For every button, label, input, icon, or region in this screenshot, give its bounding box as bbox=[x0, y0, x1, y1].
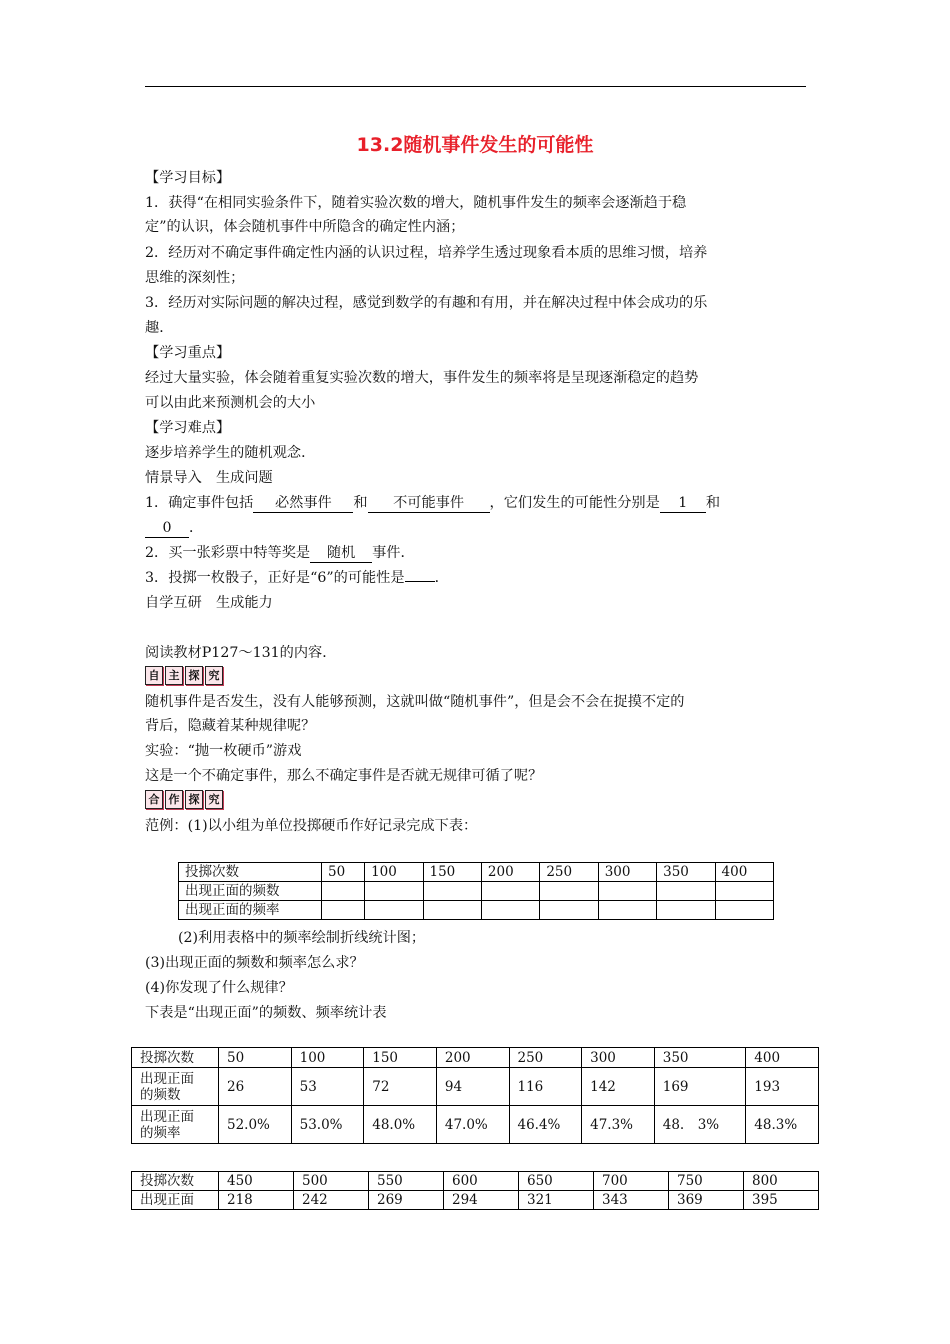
count-cell: 550 bbox=[369, 1172, 444, 1191]
count-cell: 100 bbox=[291, 1048, 364, 1068]
empty-cell[interactable] bbox=[481, 882, 539, 901]
empty-cell[interactable] bbox=[657, 901, 715, 920]
count-cell: 650 bbox=[519, 1172, 594, 1191]
header-rule bbox=[145, 86, 806, 87]
record-table bbox=[178, 862, 774, 920]
q1-blank-2: 不可能事件 bbox=[368, 495, 490, 513]
row-label: 投掷次数 bbox=[132, 1048, 219, 1068]
count-cell: 400 bbox=[746, 1048, 819, 1068]
freq-cell: 193 bbox=[746, 1068, 819, 1106]
empty-cell[interactable] bbox=[322, 901, 365, 920]
empty-cell[interactable] bbox=[598, 882, 656, 901]
empty-cell[interactable] bbox=[365, 882, 423, 901]
count-cell: 150 bbox=[364, 1048, 437, 1068]
q1-blank-1: 必然事件 bbox=[253, 495, 353, 513]
para-1b: 背后，隐藏着某种规律呢？ bbox=[145, 718, 316, 734]
q1-prefix: 1．确定事件包括 bbox=[145, 495, 254, 511]
stamp-char: 合 bbox=[145, 790, 163, 809]
q1-and-2: 和 bbox=[705, 495, 721, 511]
empty-cell[interactable] bbox=[540, 882, 598, 901]
question-1-cont bbox=[145, 518, 203, 538]
freq-cell: 242 bbox=[294, 1191, 369, 1210]
goal-2b: 思维的深刻性； bbox=[145, 270, 245, 286]
count-cell: 300 bbox=[598, 863, 656, 882]
rate-cell: 53.0% bbox=[291, 1106, 364, 1144]
freq-cell: 369 bbox=[669, 1191, 744, 1210]
frequency-table bbox=[131, 1047, 819, 1144]
stamp-char: 探 bbox=[185, 666, 203, 685]
row-label: 投掷次数 bbox=[132, 1172, 219, 1191]
empty-cell[interactable] bbox=[481, 901, 539, 920]
freq-cell: 94 bbox=[436, 1068, 509, 1106]
count-cell: 450 bbox=[219, 1172, 294, 1191]
row-label-line: 出现正面 bbox=[140, 1070, 194, 1087]
intro-heading: 情景导入 生成问题 bbox=[145, 470, 273, 486]
q2-end: 事件． bbox=[372, 545, 415, 561]
stamp-char: 自 bbox=[145, 666, 163, 685]
row-label-line: 的频率 bbox=[140, 1124, 181, 1141]
key-heading: 【学习重点】 bbox=[145, 345, 231, 361]
count-cell: 50 bbox=[219, 1048, 292, 1068]
count-cell: 350 bbox=[654, 1048, 746, 1068]
q1-end: ． bbox=[189, 520, 204, 536]
empty-cell[interactable] bbox=[598, 901, 656, 920]
goal-2a: 2．经历对不确定事件确定性内涵的认识过程，培养学生透过现象看本质的思维习惯，培养 bbox=[145, 245, 708, 261]
freq-cell: 269 bbox=[369, 1191, 444, 1210]
table-row bbox=[132, 1106, 819, 1144]
q2-prefix: 2．买一张彩票中特等奖是 bbox=[145, 545, 311, 561]
count-cell: 200 bbox=[481, 863, 539, 882]
count-cell: 750 bbox=[669, 1172, 744, 1191]
empty-cell[interactable] bbox=[365, 901, 423, 920]
freq-cell: 343 bbox=[594, 1191, 669, 1210]
stamp-char: 究 bbox=[205, 666, 223, 685]
freq-cell: 53 bbox=[291, 1068, 364, 1106]
self-explore-stamp bbox=[145, 666, 223, 686]
coop-explore-stamp bbox=[145, 790, 223, 810]
count-cell: 300 bbox=[582, 1048, 655, 1068]
q2-blank: 随机 bbox=[310, 545, 372, 563]
freq-cell: 26 bbox=[219, 1068, 292, 1106]
question-2 bbox=[145, 543, 415, 563]
row-label-line: 的频数 bbox=[140, 1086, 181, 1103]
empty-cell[interactable] bbox=[540, 901, 598, 920]
rate-cell: 47.0% bbox=[436, 1106, 509, 1144]
page-title: 13.2随机事件发生的可能性 bbox=[356, 134, 594, 156]
diff-a: 逐步培养学生的随机观念． bbox=[145, 445, 316, 461]
table-row bbox=[132, 1172, 819, 1191]
count-cell: 250 bbox=[540, 863, 598, 882]
table-row bbox=[179, 882, 774, 901]
q3-text: 3．投掷一枚骰子，正好是“6”的可能性是 bbox=[145, 570, 405, 586]
example-3: (3)出现正面的频数和频率怎么求？ bbox=[145, 955, 364, 971]
count-cell: 100 bbox=[365, 863, 423, 882]
question-3 bbox=[145, 568, 449, 588]
row-label: 投掷次数 bbox=[179, 863, 322, 882]
row-label bbox=[132, 1106, 219, 1144]
para-1a: 随机事件是否发生，没有人能够预测，这就叫做“随机事件”，但是会不会在捉摸不定的 bbox=[145, 694, 685, 710]
rate-cell: 48.3% bbox=[746, 1106, 819, 1144]
read-text: 阅读教材P127～131的内容． bbox=[145, 645, 337, 661]
row-label: 出现正面的频数 bbox=[179, 882, 322, 901]
stamp-char: 主 bbox=[165, 666, 183, 685]
goal-heading: 【学习目标】 bbox=[145, 170, 231, 186]
count-cell: 50 bbox=[322, 863, 365, 882]
para-3: 这是一个不确定事件，那么不确定事件是否就无规律可循了呢？ bbox=[145, 768, 543, 784]
diff-heading: 【学习难点】 bbox=[145, 420, 231, 436]
q1-mid: ，它们发生的可能性分别是 bbox=[489, 495, 660, 511]
self-heading: 自学互研 生成能力 bbox=[145, 595, 273, 611]
stamp-char: 究 bbox=[205, 790, 223, 809]
q1-blank-3: 1 bbox=[660, 495, 706, 513]
freq-cell: 72 bbox=[364, 1068, 437, 1106]
table-row bbox=[132, 1048, 819, 1068]
empty-cell[interactable] bbox=[423, 882, 481, 901]
count-cell: 500 bbox=[294, 1172, 369, 1191]
q1-blank-4: 0 bbox=[145, 520, 189, 538]
empty-cell[interactable] bbox=[657, 882, 715, 901]
count-cell: 150 bbox=[423, 863, 481, 882]
rate-cell: 48. 3% bbox=[654, 1106, 746, 1144]
key-a: 经过大量实验，体会随着重复实验次数的增大，事件发生的频率将是呈现逐渐稳定的趋势 bbox=[145, 370, 699, 386]
rate-cell: 47.3% bbox=[582, 1106, 655, 1144]
row-label: 出现正面的频率 bbox=[179, 901, 322, 920]
empty-cell[interactable] bbox=[423, 901, 481, 920]
freq-cell: 169 bbox=[654, 1068, 746, 1106]
table-row bbox=[132, 1191, 819, 1210]
goal-1b: 定”的认识，体会随机事件中所隐含的确定性内涵； bbox=[145, 219, 465, 235]
freq-cell: 294 bbox=[444, 1191, 519, 1210]
count-cell: 700 bbox=[594, 1172, 669, 1191]
example-1: 范例：(1)以小组为单位投掷硬币作好记录完成下表： bbox=[145, 818, 478, 834]
example-5: 下表是“出现正面”的频数、频率统计表 bbox=[145, 1005, 387, 1021]
freq-cell: 321 bbox=[519, 1191, 594, 1210]
count-cell: 600 bbox=[444, 1172, 519, 1191]
count-cell: 250 bbox=[509, 1048, 582, 1068]
goal-3b: 趣． bbox=[145, 320, 174, 336]
table-row bbox=[179, 863, 774, 882]
goal-3a: 3．经历对实际问题的解决过程，感觉到数学的有趣和有用，并在解决过程中体会成功的乐 bbox=[145, 295, 708, 311]
freq-cell: 142 bbox=[582, 1068, 655, 1106]
table-row bbox=[132, 1068, 819, 1106]
count-cell: 350 bbox=[657, 863, 715, 882]
rate-cell: 52.0% bbox=[219, 1106, 292, 1144]
row-label bbox=[132, 1068, 219, 1106]
q3-blank bbox=[405, 581, 435, 582]
row-label-line: 出现正面 bbox=[140, 1108, 194, 1125]
rate-cell: 46.4% bbox=[509, 1106, 582, 1144]
example-2: (2)利用表格中的频率绘制折线统计图； bbox=[178, 930, 426, 946]
para-2: 实验：“抛一枚硬币”游戏 bbox=[145, 743, 302, 759]
row-label: 出现正面 bbox=[132, 1191, 219, 1210]
q3-end: ． bbox=[434, 570, 449, 586]
question-1 bbox=[145, 493, 720, 513]
empty-cell[interactable] bbox=[322, 882, 365, 901]
example-4: (4)你发现了什么规律？ bbox=[145, 980, 293, 996]
frequency-table-2 bbox=[131, 1171, 819, 1210]
table-row bbox=[179, 901, 774, 920]
stamp-char: 探 bbox=[185, 790, 203, 809]
count-cell: 400 bbox=[715, 863, 773, 882]
stamp-char: 作 bbox=[165, 790, 183, 809]
empty-cell[interactable] bbox=[715, 882, 773, 901]
count-cell: 200 bbox=[436, 1048, 509, 1068]
count-cell: 800 bbox=[744, 1172, 819, 1191]
empty-cell[interactable] bbox=[715, 901, 773, 920]
q1-and: 和 bbox=[353, 495, 368, 511]
rate-cell: 48.0% bbox=[364, 1106, 437, 1144]
freq-cell: 218 bbox=[219, 1191, 294, 1210]
freq-cell: 116 bbox=[509, 1068, 582, 1106]
key-b: 可以由此来预测机会的大小 bbox=[145, 395, 316, 411]
goal-1a: 1．获得“在相同实验条件下，随着实验次数的增大，随机事件发生的频率会逐渐趋于稳 bbox=[145, 195, 687, 211]
freq-cell: 395 bbox=[744, 1191, 819, 1210]
